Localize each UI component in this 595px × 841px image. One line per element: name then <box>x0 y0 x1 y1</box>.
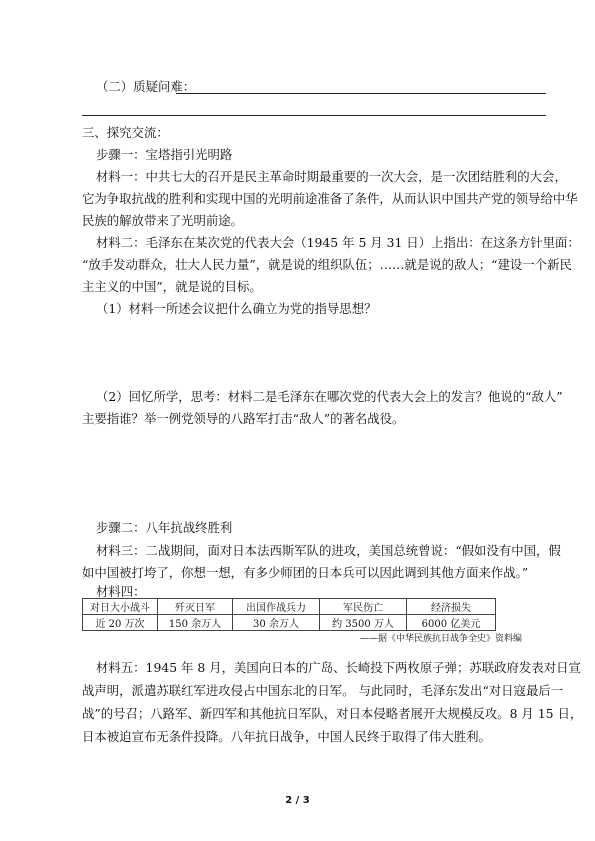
material5-line4: 日本被迫宣布无条件投降。八年抗日战争，中国人民终于取得了伟大胜利。 <box>82 729 491 744</box>
material2-line3: 主主义的中国”，就是说的目标。 <box>82 279 262 294</box>
question1: （1）材料一所述会议把什么确立为党的指导思想？ <box>96 301 377 316</box>
material2-line2: “放手发动群众，壮大人民力量”，就是说的组织队伍；……就是说的敌人；“建设一个新民 <box>82 257 572 272</box>
page-number: 2 / 3 <box>285 795 310 806</box>
table-cell: 150 余万人 <box>158 615 233 631</box>
question2-line1: （2）回忆所学，思考：材料二是毛泽东在哪次党的代表大会上的发言？他说的“敌人” <box>96 389 563 404</box>
material1-line1: 材料一：中共七大的召开是民主革命时期最重要的一次大会，是一次团结胜利的大会， <box>96 169 567 184</box>
table-cell: 30 余万人 <box>233 615 320 631</box>
war-statistics-table <box>82 598 496 631</box>
table-header-cell: 对日大小战斗 <box>83 599 158 615</box>
material1-line2: 它为争取抗战的胜利和实现中国的光明前途准备了条件，从而认识中国共产党的领导给中华 <box>82 191 578 206</box>
table-source: ——据《中华民族抗日战争全史》资料编 <box>360 634 523 644</box>
answer-underline <box>176 93 546 94</box>
table-header-cell: 经济损失 <box>407 599 496 615</box>
table-header-cell: 歼灭日军 <box>158 599 233 615</box>
material4-label: 材料四： <box>96 584 146 599</box>
material5-line3: 战”的号召；八路军、新四军和其他抗日军队，对日本侵略者展开大规模反攻。8 月 15 日， <box>82 706 583 721</box>
table-cell: 约 3500 万人 <box>320 615 407 631</box>
material2-line1: 材料二：毛泽东在某次党的代表大会（1945 年 5 月 31 日）上指出：在这条方针里面： <box>96 235 580 250</box>
step2-title: 步骤二：八年抗战终胜利 <box>96 520 233 535</box>
section2-label: （二）质疑问难： <box>96 79 196 94</box>
material5-line1: 材料五：1945 年 8 月，美国向日本的广岛、长崎投下两枚原子弹；苏联政府发表对日宣 <box>96 660 581 675</box>
table-header-row <box>83 599 496 615</box>
material5-line2: 战声明，派遣苏联红军进攻侵占中国东北的日军。 与此同时，毛泽东发出“对日寇最后一 <box>82 683 564 698</box>
table-header-cell: 军民伤亡 <box>320 599 407 615</box>
table-cell: 6000 亿美元 <box>407 615 496 631</box>
table-row <box>83 615 496 631</box>
question2-line2: 主要指谁？举一例党领导的八路军打击“敌人”的著名战役。 <box>82 411 405 426</box>
step1-title: 步骤一：宝塔指引光明路 <box>96 147 233 162</box>
material3-line1: 材料三：二战期间，面对日本法西斯军队的进攻，美国总统曾说：“假如没有中国，假 <box>96 543 561 558</box>
table-cell: 近 20 万次 <box>83 615 158 631</box>
material3-line2: 如中国被打垮了，你想一想，有多少师团的日本兵可以因此调到其他方面来作战。” <box>82 565 529 580</box>
section3-title: 三、探究交流： <box>82 125 169 140</box>
answer-line <box>82 115 546 116</box>
material1-line3: 民族的解放带来了光明前途。 <box>82 213 244 228</box>
table-header-cell: 出国作战兵力 <box>233 599 320 615</box>
